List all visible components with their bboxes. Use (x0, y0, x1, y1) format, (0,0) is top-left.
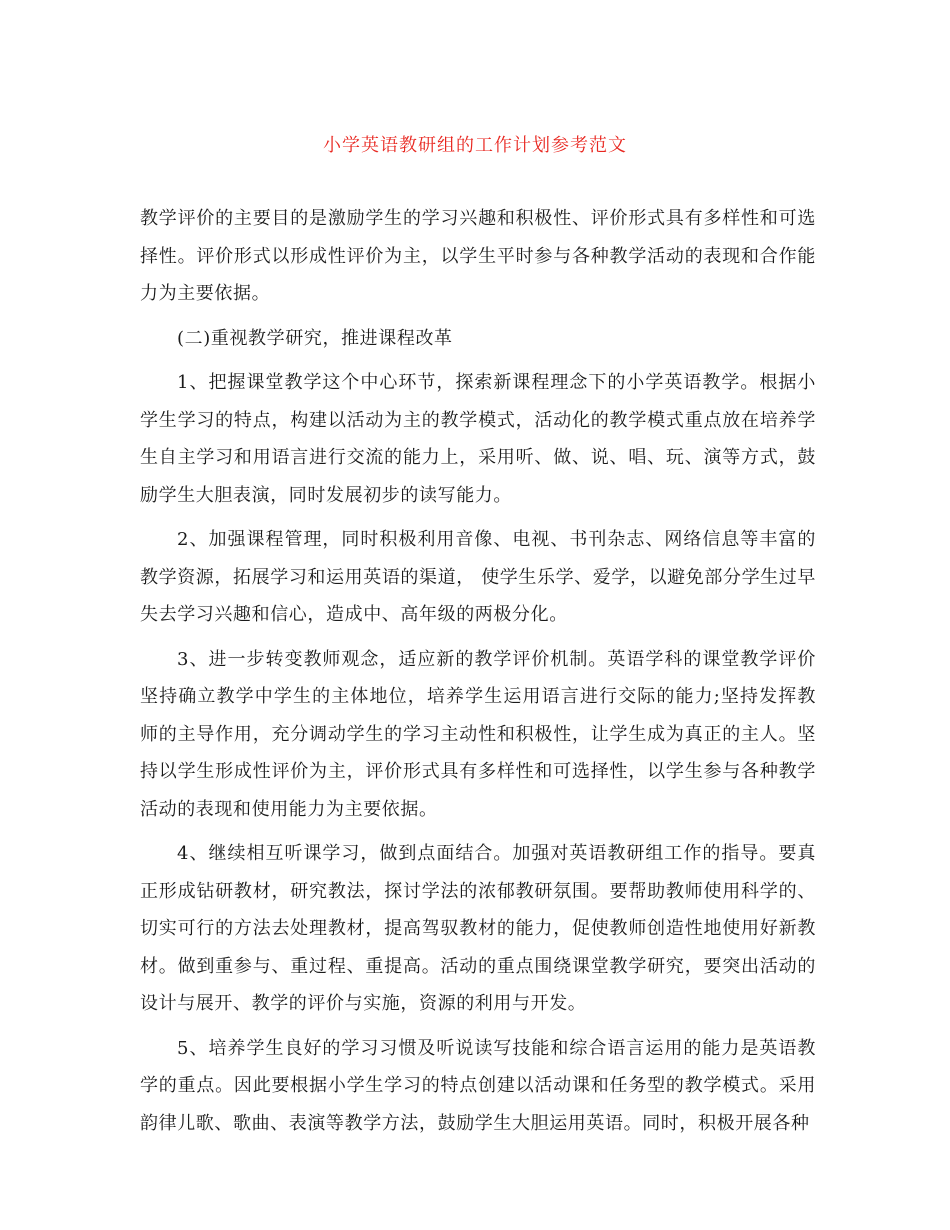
document-body (140, 200, 816, 1149)
paragraph-item-5: 5、培养学生良好的学习习惯及听说读写技能和综合语言运用的能力是英语教学的重点。因此要根据小学生学习的特点创建以活动课和任务型的教学模式。采用韵律儿歌、歌曲、表演等教学方法，鼓励学生大胆运用英语。同时，积极开展各种 (140, 1037, 816, 1134)
paragraph-item-3: 3、进一步转变教师观念，适应新的教学评价机制。英语学科的课堂教学评价坚持确立教学中学生的主体地位，培养学生运用语言进行交际的能力;坚持发挥教师的主导作用，充分调动学生的学习主动性和积极性，让学生成为真正的主人。坚持以学生形成性评价为主，评价形式具有多样性和可选择性，以学生参与各种教学活动的表现和使用能力为主要依据。 (140, 648, 816, 820)
paragraph-evaluation-purpose: 教学评价的主要目的是激励学生的学习兴趣和积极性、评价形式具有多样性和可选择性。评价形式以形成性评价为主，以学生平时参与各种教学活动的表现和合作能力为主要依据。 (140, 208, 816, 304)
paragraph-item-1: 1、把握课堂教学这个中心环节，探索新课程理念下的小学英语教学。根据小学生学习的特点，构建以活动为主的教学模式，活动化的教学模式重点放在培养学生自主学习和用语言进行交流的能力上，采用听、做、说、唱、玩、演等方式，鼓励学生大胆表演，同时发展初步的读写能力。 (140, 372, 816, 506)
document-title: 小学英语教研组的工作计划参考范文 (323, 135, 627, 156)
paragraph-item-4: 4、继续相互听课学习，做到点面结合。加强对英语教研组工作的指导。要真正形成钻研教材，研究教法，探讨学法的浓郁教研氛围。要帮助教师使用科学的、切实可行的方法去处理教材，提高驾驭教材的能力，促使教师创造性地使用好新教材。做到重参与、重过程、重提高。活动的重点围绕课堂教学研究，要突出活动的设计与展开、教学的评价与实施，资源的利用与开发。 (140, 843, 816, 1014)
section-heading-teaching-research: (二)重视教学研究，推进课程改革 (177, 327, 453, 349)
paragraph-item-2: 2、加强课程管理，同时积极利用音像、电视、书刊杂志、网络信息等丰富的教学资源，拓展学习和运用英语的渠道， 使学生乐学、爱学，以避免部分学生过早失去学习兴趣和信心，造成中、高年级的两极分化。 (140, 529, 816, 625)
